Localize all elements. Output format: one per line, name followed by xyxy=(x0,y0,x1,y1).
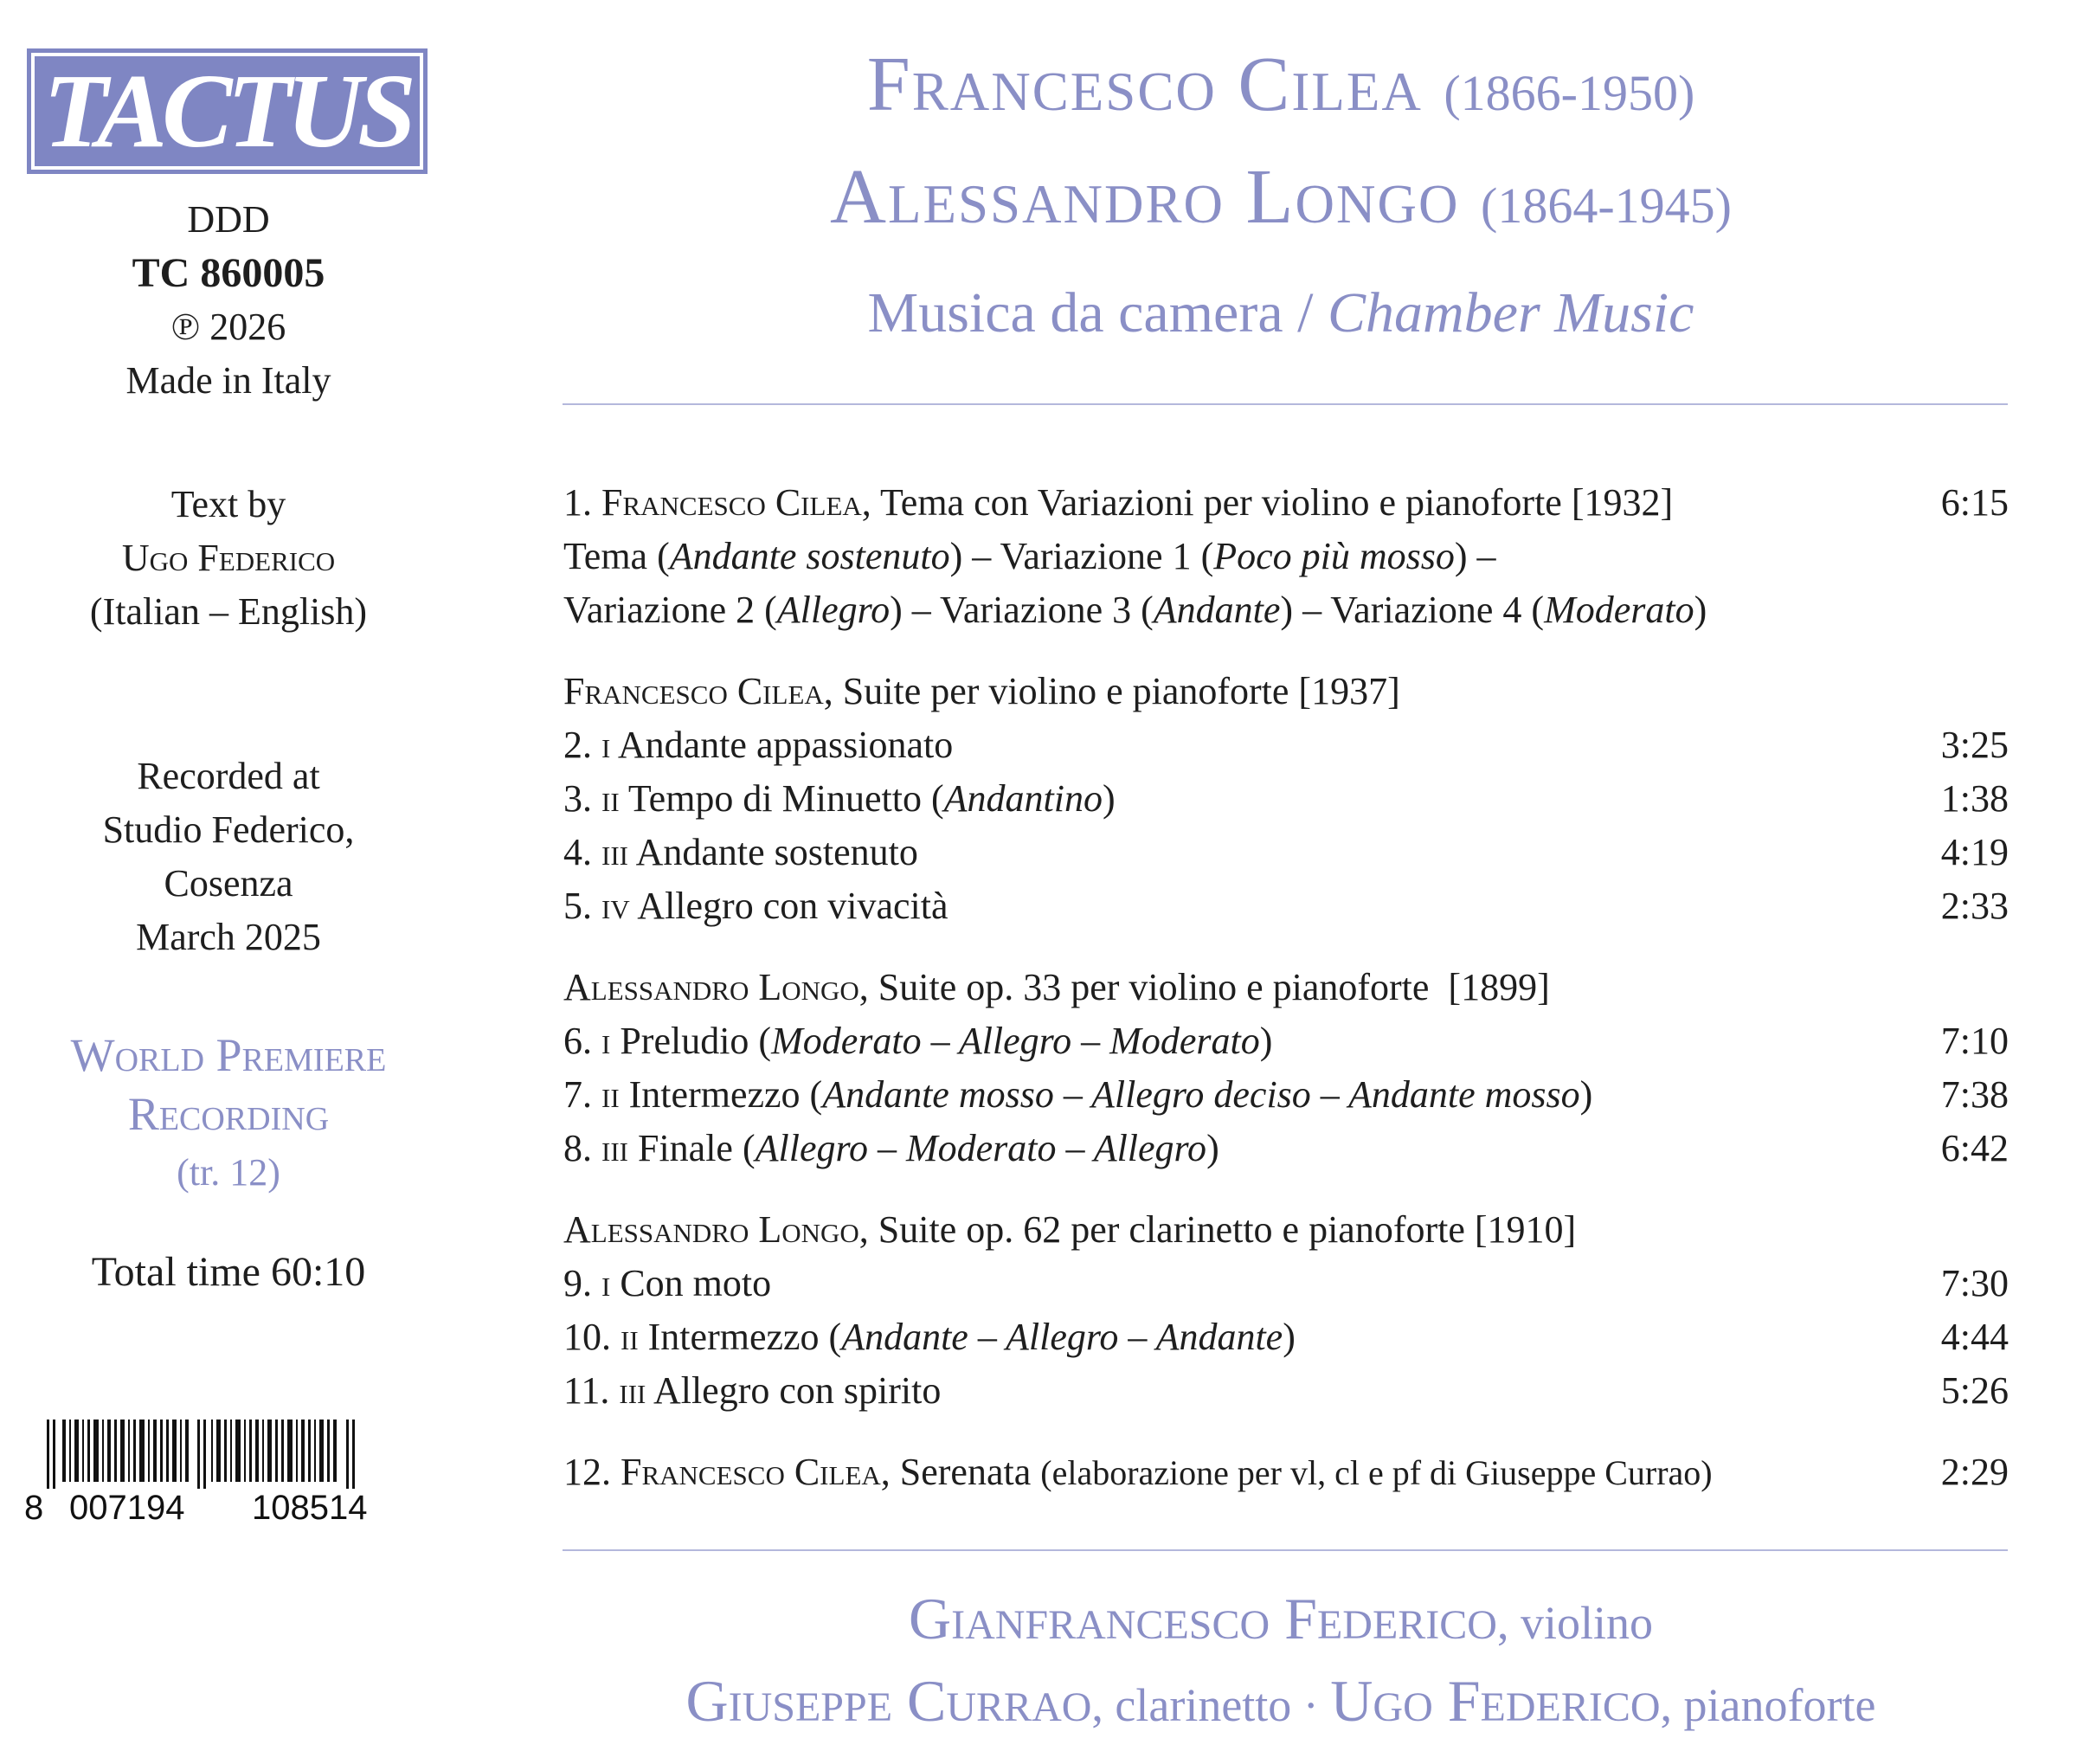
recording-date: March 2025 xyxy=(136,916,321,958)
track-7 xyxy=(563,1068,2009,1122)
track-3 xyxy=(563,772,2009,826)
track-time: 7:30 xyxy=(1940,1262,2009,1304)
composer-2-years: (1864-1945) xyxy=(1481,177,1732,234)
work-title: , Suite op. 62 per clarinetto e pianoforte [1910] xyxy=(858,1208,1577,1251)
text-author: Ugo Federico xyxy=(121,537,336,579)
text: ) xyxy=(1283,1316,1296,1358)
work-title: , Suite per violino e pianoforte [1937] xyxy=(823,670,1400,712)
movement-number: i xyxy=(601,1262,611,1304)
text: ) – Variazione 3 ( xyxy=(890,589,1154,631)
track-10 xyxy=(563,1310,2009,1364)
track-time: 7:38 xyxy=(1940,1073,2009,1116)
movement-number: iv xyxy=(601,885,630,927)
text: ) xyxy=(1259,1020,1273,1062)
track-title: Allegro con vivacità xyxy=(637,885,948,927)
track-time: 2:33 xyxy=(1940,885,2009,927)
tactus-logo xyxy=(27,48,428,174)
track-number: 2. xyxy=(563,724,592,766)
composer-1-years: (1866-1950) xyxy=(1444,65,1695,121)
barcode-digits xyxy=(24,1489,418,1527)
text: ) xyxy=(1579,1073,1593,1116)
text-credits xyxy=(0,478,457,639)
tempo: Andante mosso – Allegro deciso – Andante mosso xyxy=(822,1073,1580,1116)
origin: Made in Italy xyxy=(125,359,331,402)
barcode-bars xyxy=(24,1420,418,1489)
album-subtitle xyxy=(554,270,2008,357)
track-title: Andante sostenuto xyxy=(635,831,918,873)
track-composer: Francesco Cilea xyxy=(621,1451,881,1493)
premiere-line2: Recording xyxy=(127,1088,330,1140)
movement-number: ii xyxy=(601,777,620,820)
movement-number: i xyxy=(601,724,611,766)
tempo: Allegro – Moderato – Allegro xyxy=(755,1127,1207,1169)
barcode-digit-first: 8 xyxy=(24,1489,44,1527)
track-12 xyxy=(563,1445,2009,1499)
tempo: Allegro xyxy=(776,589,891,631)
track-title: Finale ( xyxy=(637,1127,756,1169)
track-title: Con moto xyxy=(620,1262,772,1304)
track-number: 7. xyxy=(563,1073,592,1116)
track-time: 6:42 xyxy=(1940,1127,2009,1169)
barcode-group2: 108514 xyxy=(252,1489,368,1527)
composer-1-name: Francesco Cilea xyxy=(866,42,1423,127)
track-number: 1. xyxy=(563,481,601,524)
text: ) – Variazione 1 ( xyxy=(949,535,1214,577)
track-number: 9. xyxy=(563,1262,592,1304)
track-5 xyxy=(563,879,2009,933)
track-title: , Serenata xyxy=(880,1451,1041,1493)
track-8 xyxy=(563,1122,2009,1175)
text-by-label: Text by xyxy=(170,483,286,525)
track-9 xyxy=(563,1257,2009,1310)
track-title: Allegro con spirito xyxy=(653,1369,942,1412)
recorded-label: Recorded at xyxy=(137,755,320,797)
tempo: Andante xyxy=(1153,589,1281,631)
track-time: 1:38 xyxy=(1940,777,2009,820)
barcode-group1: 007194 xyxy=(69,1489,185,1527)
header xyxy=(554,33,2008,357)
track-title: Intermezzo ( xyxy=(647,1316,842,1358)
tempo: Moderato xyxy=(1544,589,1694,631)
tempo: Andantino xyxy=(943,777,1103,820)
track-time: 4:44 xyxy=(1940,1316,2009,1358)
performer-violin: Gianfrancesco Federico xyxy=(909,1586,1497,1651)
track-note: (elaborazione per vl, cl e pf di Giuseppe Currao) xyxy=(1040,1453,1713,1492)
track-title: , Tema con Variazioni per violino e pianoforte [1932] xyxy=(861,481,1674,524)
text: Variazione 2 ( xyxy=(563,589,777,631)
track-6 xyxy=(563,1014,2009,1068)
track-title: Andante appassionato xyxy=(617,724,954,766)
track-1-line2 xyxy=(563,530,2009,583)
track-time: 7:10 xyxy=(1940,1020,2009,1062)
text: ) xyxy=(1206,1127,1219,1169)
composer-2-name: Alessandro Longo xyxy=(830,154,1460,240)
text: ) xyxy=(1694,589,1707,631)
movement-number: ii xyxy=(601,1073,620,1116)
movement-number: i xyxy=(601,1020,611,1062)
track-2 xyxy=(563,718,2009,772)
track-number: 11. xyxy=(563,1369,610,1412)
work-heading-4 xyxy=(563,1203,2009,1257)
work-composer: Francesco Cilea xyxy=(563,670,824,712)
logo-text: TACTUS xyxy=(35,56,420,166)
track-number: 5. xyxy=(563,885,592,927)
languages: (Italian – English) xyxy=(89,590,368,633)
movement-number: ii xyxy=(621,1316,639,1358)
tracklist xyxy=(563,476,2009,1499)
track-title: Tempo di Minuetto ( xyxy=(627,777,944,820)
text: ) – xyxy=(1454,535,1496,577)
catalog-number: TC 860005 xyxy=(132,250,325,296)
performer-clarinet: Giuseppe Currao xyxy=(685,1668,1092,1734)
premiere-track: (tr. 12) xyxy=(177,1151,280,1194)
track-time: 5:26 xyxy=(1940,1369,2009,1412)
track-number: 10. xyxy=(563,1316,611,1358)
track-time: 4:19 xyxy=(1940,831,2009,873)
audio-format: DDD xyxy=(187,198,270,241)
subtitle-italian: Musica da camera xyxy=(867,281,1283,344)
composer-2 xyxy=(554,145,2008,258)
subtitle-english: Chamber Music xyxy=(1327,281,1694,344)
total-time: Total time 60:10 xyxy=(91,1249,366,1295)
copyright: ℗ 2026 xyxy=(170,306,286,348)
divider-top xyxy=(563,403,2008,405)
instrument-piano: , pianoforte xyxy=(1660,1679,1876,1731)
performer-line-1 xyxy=(554,1580,2008,1662)
instrument-violin: , violino xyxy=(1496,1597,1653,1649)
subtitle-separator: / xyxy=(1283,281,1328,344)
work-heading-3 xyxy=(563,961,2009,1014)
text: ) xyxy=(1102,777,1116,820)
divider-bottom xyxy=(563,1549,2008,1551)
instrument-clarinet: , clarinetto · xyxy=(1091,1679,1331,1731)
work-heading-2 xyxy=(563,665,2009,718)
text: Tema ( xyxy=(563,535,670,577)
release-info xyxy=(0,193,457,408)
premiere-line1: World Premiere xyxy=(70,1029,387,1081)
work-composer: Alessandro Longo xyxy=(563,966,859,1008)
movement-number: iii xyxy=(601,1127,628,1169)
recording-info xyxy=(0,750,457,964)
track-time: 2:29 xyxy=(1940,1451,2009,1493)
track-number: 4. xyxy=(563,831,592,873)
track-number: 6. xyxy=(563,1020,592,1062)
track-number: 12. xyxy=(563,1451,621,1493)
world-premiere xyxy=(0,1026,457,1202)
track-11 xyxy=(563,1364,2009,1418)
track-time: 6:15 xyxy=(1940,481,2009,524)
work-composer: Alessandro Longo xyxy=(563,1208,859,1251)
tempo: Moderato – Allegro – Moderato xyxy=(771,1020,1260,1062)
city: Cosenza xyxy=(164,862,293,905)
tempo: Andante sostenuto xyxy=(669,535,950,577)
barcode xyxy=(24,1420,418,1527)
track-4 xyxy=(563,826,2009,879)
work-title: , Suite op. 33 per violino e pianoforte [1899] xyxy=(858,966,1550,1008)
movement-number: iii xyxy=(619,1369,646,1412)
tempo: Andante – Allegro – Andante xyxy=(841,1316,1283,1358)
track-composer: Francesco Cilea xyxy=(601,481,862,524)
track-number: 3. xyxy=(563,777,592,820)
track-number: 8. xyxy=(563,1127,592,1169)
track-1 xyxy=(563,476,2009,530)
track-time: 3:25 xyxy=(1940,724,2009,766)
studio: Studio Federico, xyxy=(102,808,355,851)
performer-piano: Ugo Federico xyxy=(1330,1668,1661,1734)
movement-number: iii xyxy=(601,831,628,873)
track-1-line3 xyxy=(563,583,2009,637)
text: ) – Variazione 4 ( xyxy=(1280,589,1545,631)
composer-1 xyxy=(554,33,2008,145)
performers xyxy=(554,1580,2008,1744)
tempo: Poco più mosso xyxy=(1213,535,1455,577)
track-title: Intermezzo ( xyxy=(628,1073,823,1116)
track-title: Preludio ( xyxy=(620,1020,772,1062)
performer-line-2 xyxy=(554,1662,2008,1744)
